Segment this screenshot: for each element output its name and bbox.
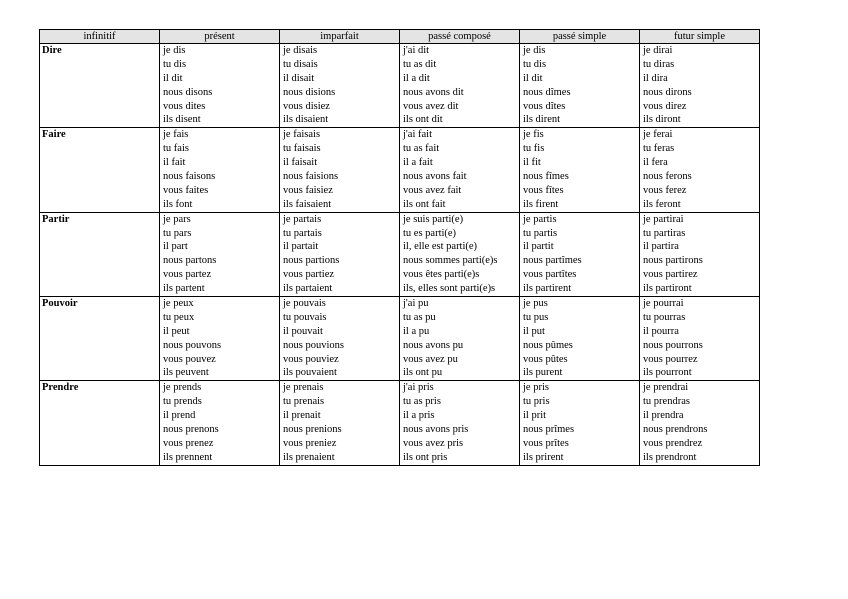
conjugated-form: tu faisais [283, 143, 321, 155]
conjugated-form: il a pu [403, 325, 430, 337]
conjugated-form: j'ai dit [403, 45, 430, 56]
conjugated-form: je partirai [643, 213, 684, 225]
conjugated-form: ils disaient [283, 114, 329, 126]
conjugated-form: il fait [163, 157, 186, 169]
conjugated-form: il pouvait [283, 325, 323, 337]
conjugated-form: il partait [283, 241, 319, 253]
conjugated-form: je partais [283, 213, 322, 225]
conjugated-form: vous ferez [643, 184, 687, 196]
tense-cell-imparfait [280, 212, 400, 296]
conjugated-form: il dira [643, 72, 668, 84]
conjugated-form: ils partaient [283, 283, 333, 295]
tense-cell-futur-simple [640, 212, 760, 296]
conjugated-form: nous partons [163, 255, 217, 267]
header-passe-compose: passé composé [400, 30, 520, 44]
tense-cell-imparfait [280, 128, 400, 212]
conjugated-form: je disais [283, 45, 318, 56]
tense-cell-passe-simple [520, 44, 640, 128]
conjugated-form: nous partîmes [523, 255, 582, 267]
conjugated-form: tu prends [163, 396, 202, 408]
header-imparfait: imparfait [280, 30, 400, 44]
conjugated-form: il part [163, 241, 188, 253]
conjugated-form: ils ont fait [403, 198, 446, 210]
tense-cell-passe-compose [400, 381, 520, 465]
tense-cell-passe-compose [400, 128, 520, 212]
conjugated-form: ils ont dit [403, 114, 443, 126]
conjugated-form: nous faisons [163, 171, 216, 183]
verb-row-dire [40, 44, 760, 128]
conjugated-form: nous prendrons [643, 424, 708, 436]
conjugation-table [39, 29, 760, 466]
conjugated-form: tu fais [163, 143, 189, 155]
conjugated-form: ils peuvent [163, 367, 209, 379]
conjugated-form: nous prîmes [523, 424, 575, 436]
tense-cell-futur-simple [640, 128, 760, 212]
tense-cell-futur-simple [640, 381, 760, 465]
conjugated-form: je dis [163, 45, 186, 56]
tense-cell-passe-simple [520, 212, 640, 296]
conjugated-form: tu pars [163, 227, 192, 239]
verb-row-partir [40, 212, 760, 296]
conjugated-form: tu prenais [283, 396, 325, 408]
conjugated-form: tu partiras [643, 227, 686, 239]
header-passe-simple: passé simple [520, 30, 640, 44]
conjugated-form: je prends [163, 382, 202, 394]
conjugated-form: je partis [523, 213, 557, 225]
conjugated-form: nous fîmes [523, 171, 569, 183]
conjugated-form: je pris [523, 382, 549, 394]
conjugated-form: il pourra [643, 325, 679, 337]
conjugated-form: nous sommes parti(e)s [403, 255, 498, 267]
conjugated-form: nous dirons [643, 86, 692, 98]
conjugated-form: ils ont pris [403, 451, 448, 463]
verb-row-pouvoir [40, 297, 760, 381]
conjugated-form: je prenais [283, 382, 324, 394]
conjugated-form: vous pouviez [283, 353, 339, 365]
tense-cell-futur-simple [640, 297, 760, 381]
conjugated-form: ils faisaient [283, 198, 332, 210]
conjugated-form: nous pourrons [643, 339, 703, 351]
conjugated-form: tu pouvais [283, 311, 327, 323]
conjugated-form: vous partîtes [523, 269, 577, 281]
conjugated-form: vous faisiez [283, 184, 333, 196]
conjugated-form: nous avons dit [403, 86, 464, 98]
table-body [40, 44, 760, 466]
conjugated-form: tu feras [643, 143, 675, 155]
conjugated-form: ils, elles sont parti(e)s [403, 283, 496, 295]
conjugated-form: ils partent [163, 283, 205, 295]
conjugated-form: il dit [163, 72, 183, 84]
conjugated-form: il peut [163, 325, 190, 337]
conjugated-form: vous pourrez [643, 353, 698, 365]
verb-infinitive: Partir [40, 212, 160, 296]
conjugated-form: je pus [523, 298, 548, 310]
conjugated-form: il disait [283, 72, 315, 84]
table-header [40, 30, 760, 44]
conjugated-form: je fais [163, 129, 189, 141]
tense-cell-present [160, 381, 280, 465]
conjugated-form: vous faites [163, 184, 209, 196]
conjugated-form: tu fis [523, 143, 545, 155]
tense-cell-imparfait [280, 297, 400, 381]
conjugated-form: nous avons pris [403, 424, 469, 436]
conjugated-form: vous direz [643, 100, 687, 112]
conjugated-form: vous pouvez [163, 353, 216, 365]
conjugated-form: ils disent [163, 114, 201, 126]
conjugated-form: tu disais [283, 58, 318, 70]
tense-cell-present [160, 128, 280, 212]
conjugated-form: tu as pu [403, 311, 436, 323]
conjugated-form: tu peux [163, 311, 195, 323]
conjugated-form: tu pris [523, 396, 550, 408]
verb-row-faire [40, 128, 760, 212]
conjugated-form: ils ont pu [403, 367, 443, 379]
conjugated-form: nous avons pu [403, 339, 464, 351]
tense-cell-present [160, 44, 280, 128]
conjugated-form: ils prennent [163, 451, 213, 463]
conjugated-form: vous partiez [283, 269, 335, 281]
tense-cell-imparfait [280, 381, 400, 465]
conjugated-form: ils pouvaient [283, 367, 337, 379]
conjugated-form: tu as dit [403, 58, 437, 70]
conjugated-form: tu dis [523, 58, 547, 70]
conjugated-form: ils diront [643, 114, 681, 126]
conjugated-form: nous faisions [283, 171, 339, 183]
conjugated-form: il a fait [403, 157, 433, 169]
verb-infinitive: Faire [40, 128, 160, 212]
conjugated-form: ils feront [643, 198, 681, 210]
conjugated-form: je pouvais [283, 298, 326, 310]
tense-cell-passe-simple [520, 297, 640, 381]
header-futur-simple: futur simple [640, 30, 760, 44]
conjugated-form: tu es parti(e) [403, 227, 457, 239]
conjugated-form: tu partis [523, 227, 558, 239]
header-infinitif: infinitif [40, 30, 160, 44]
conjugated-form: ils dirent [523, 114, 561, 126]
conjugated-form: vous preniez [283, 437, 337, 449]
conjugated-form: nous prenons [163, 424, 219, 436]
conjugated-form: nous dîmes [523, 86, 571, 98]
conjugated-form: vous avez pu [403, 353, 458, 365]
conjugated-form: vous fîtes [523, 184, 564, 196]
conjugated-form: nous partirons [643, 255, 703, 267]
verb-infinitive: Dire [40, 44, 160, 128]
tense-cell-passe-compose [400, 44, 520, 128]
conjugated-form: il fera [643, 157, 668, 169]
conjugated-form: j'ai pris [403, 382, 434, 394]
conjugated-form: j'ai fait [403, 129, 433, 141]
conjugated-form: il fit [523, 157, 541, 169]
tense-cell-passe-compose [400, 212, 520, 296]
verb-infinitive: Pouvoir [40, 297, 160, 381]
header-present: présent [160, 30, 280, 44]
conjugated-form: vous êtes parti(e)s [403, 269, 480, 281]
header-row [40, 30, 760, 44]
conjugated-form: nous partions [283, 255, 340, 267]
conjugated-form: vous partirez [643, 269, 698, 281]
tense-cell-passe-simple [520, 381, 640, 465]
conjugated-form: je pars [163, 213, 191, 225]
tense-cell-passe-simple [520, 128, 640, 212]
conjugated-form: vous disiez [283, 100, 330, 112]
conjugated-form: vous prîtes [523, 437, 569, 449]
conjugated-form: je fis [523, 129, 544, 141]
conjugated-form: ils partiront [643, 283, 692, 295]
conjugated-form: je faisais [283, 129, 321, 141]
conjugated-form: il put [523, 325, 545, 337]
conjugated-form: tu as pris [403, 396, 441, 408]
conjugated-form: tu dis [163, 58, 187, 70]
conjugated-form: tu diras [643, 58, 675, 70]
conjugated-form: ils pourront [643, 367, 692, 379]
tense-cell-present [160, 212, 280, 296]
conjugated-form: vous avez pris [403, 437, 464, 449]
conjugated-form: ils prirent [523, 451, 564, 463]
conjugated-form: vous prendrez [643, 437, 703, 449]
conjugated-form: il prenait [283, 410, 321, 422]
conjugated-form: je suis parti(e) [403, 213, 464, 225]
conjugated-form: ils prendront [643, 451, 697, 463]
conjugated-form: nous pouvions [283, 339, 344, 351]
conjugated-form: je pourrai [643, 298, 684, 310]
conjugated-form: ils firent [523, 198, 559, 210]
conjugated-form: nous disons [163, 86, 213, 98]
conjugated-form: il dit [523, 72, 543, 84]
conjugated-form: tu partais [283, 227, 322, 239]
conjugated-form: ils prenaient [283, 451, 335, 463]
conjugated-form: tu pourras [643, 311, 686, 323]
conjugated-form: il prendra [643, 410, 684, 422]
conjugated-form: je prendrai [643, 382, 689, 394]
conjugated-form: vous dîtes [523, 100, 566, 112]
conjugated-form: nous avons fait [403, 171, 467, 183]
conjugated-form: ils partirent [523, 283, 572, 295]
conjugated-form: il a pris [403, 410, 435, 422]
conjugated-form: ils font [163, 198, 193, 210]
conjugated-form: vous dites [163, 100, 206, 112]
conjugated-form: il prend [163, 410, 196, 422]
conjugated-form: il faisait [283, 157, 318, 169]
conjugated-form: j'ai pu [403, 298, 429, 310]
conjugated-form: il partit [523, 241, 554, 253]
conjugated-form: je ferai [643, 129, 673, 141]
tense-cell-imparfait [280, 44, 400, 128]
conjugated-form: ils purent [523, 367, 563, 379]
conjugated-form: tu prendras [643, 396, 690, 408]
conjugated-form: il partira [643, 241, 679, 253]
conjugated-form: nous disions [283, 86, 336, 98]
conjugated-form: il a dit [403, 72, 430, 84]
conjugated-form: je peux [163, 298, 194, 310]
conjugated-form: vous pûtes [523, 353, 568, 365]
conjugated-form: il, elle est parti(e) [403, 241, 478, 253]
conjugated-form: vous partez [163, 269, 212, 281]
conjugated-form: tu pus [523, 311, 549, 323]
conjugated-form: nous ferons [643, 171, 692, 183]
conjugated-form: vous prenez [163, 437, 214, 449]
tense-cell-present [160, 297, 280, 381]
conjugated-form: tu as fait [403, 143, 440, 155]
conjugated-form: nous pûmes [523, 339, 573, 351]
conjugated-form: il prit [523, 410, 547, 422]
tense-cell-passe-compose [400, 297, 520, 381]
conjugated-form: je dis [523, 45, 546, 56]
verb-row-prendre [40, 381, 760, 465]
conjugated-form: vous avez fait [403, 184, 462, 196]
tense-cell-futur-simple [640, 44, 760, 128]
conjugated-form: nous prenions [283, 424, 342, 436]
conjugated-form: je dirai [643, 45, 673, 56]
conjugated-form: vous avez dit [403, 100, 459, 112]
conjugated-form: nous pouvons [163, 339, 222, 351]
verb-infinitive: Prendre [40, 381, 160, 465]
